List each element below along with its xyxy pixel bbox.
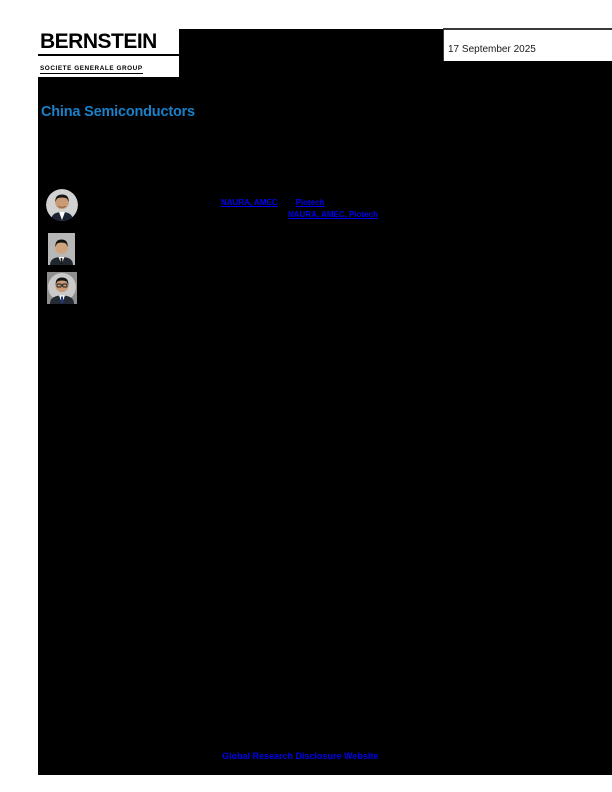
societe-generale-label: SOCIETE GENERALE GROUP bbox=[40, 65, 143, 72]
link-naura-amec-piotech[interactable]: NAURA, AMEC, Piotech bbox=[288, 210, 378, 219]
global-research-disclosure-link[interactable]: Global Research Disclosure Website bbox=[222, 751, 379, 761]
societe-generale-strip bbox=[38, 56, 179, 77]
bernstein-logo bbox=[38, 29, 179, 77]
bernstein-wordmark: BERNSTEIN bbox=[38, 29, 179, 54]
link-piotech[interactable]: Piotech bbox=[295, 198, 325, 207]
report-date: 17 September 2025 bbox=[448, 44, 536, 55]
author-photo-3-icon bbox=[47, 272, 77, 304]
report-date-box bbox=[443, 28, 612, 61]
author-photo-2-icon bbox=[48, 233, 75, 265]
document-content-area bbox=[38, 29, 612, 775]
author-photo-1-icon bbox=[46, 189, 78, 221]
page-title: China Semiconductors bbox=[41, 104, 195, 120]
link-naura-amec[interactable]: NAURA, AMEC bbox=[221, 198, 278, 207]
ticker-links-line-2 bbox=[288, 204, 378, 222]
